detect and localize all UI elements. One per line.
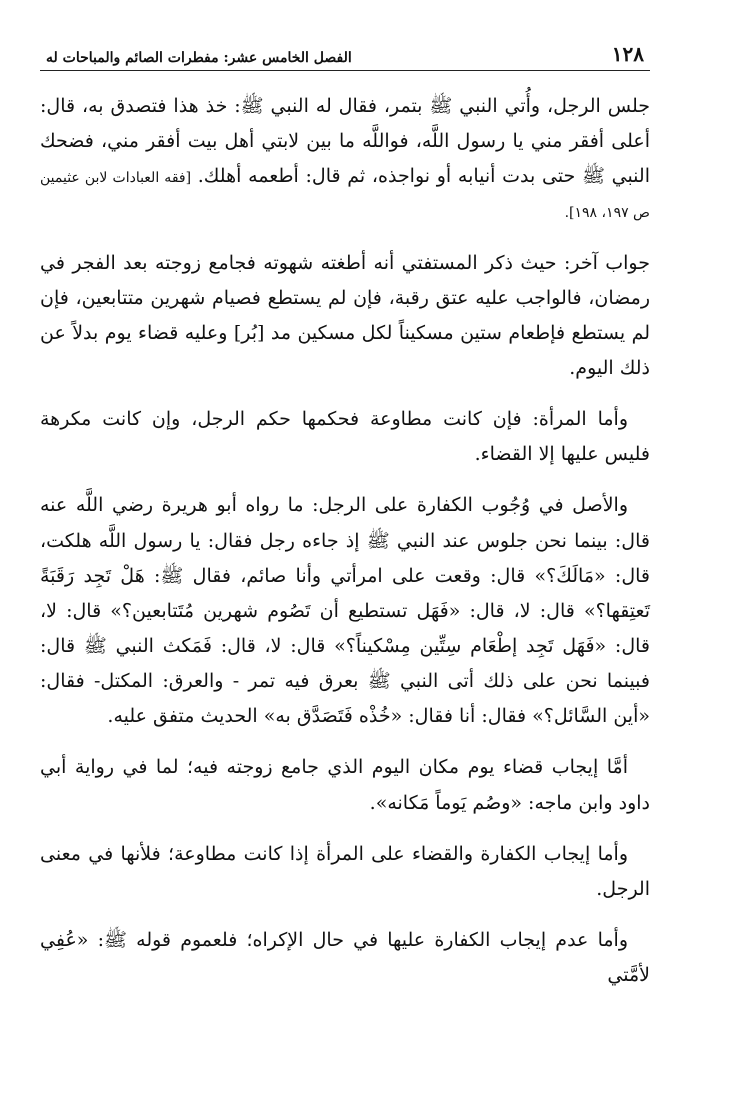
paragraph-1 [40,89,650,230]
page-body [40,89,650,993]
paragraph-text: أمَّا إيجاب قضاء يوم مكان اليوم الذي جامع زوجته فيه؛ لما في رواية أبي داود وابن ماجه: «وصُم يَوماً مَكانه». [40,756,650,814]
paragraph-3 [40,402,650,472]
paragraph-5 [40,750,650,820]
paragraph-4 [40,488,650,734]
document-page [40,36,650,1097]
running-title: الفصل الخامس عشر: مفطرات الصائم والمباحات له [46,50,352,66]
paragraph-text: وأما إيجاب الكفارة والقضاء على المرأة إذا كانت مطاوعة؛ فلأنها في معنى الرجل. [40,842,650,900]
paragraph-2 [40,246,650,387]
paragraph-text: وأما المرأة: فإن كانت مطاوعة فحكمها حكم الرجل، وإن كانت مكرهة فليس عليها إلا القضاء. [40,408,650,466]
page-number: ١٢٨ [611,42,644,66]
paragraph-text: والأصل في وُجُوب الكفارة على الرجل: ما رواه أبو هريرة رضي اللَّه عنه قال: بينما نحن جلوس عند النبي ﷺ إذ جاءه رجل فقال: يا رسول اللَّه هلكت، قال: «مَالَكَ؟» قال: وقعت على امرأتي وأنا صائم، فقال ﷺ: هَلْ تَجِد رَقَبَةً تَعتِقها؟» قال: لا، قال: «فَهَل تستطيع أن تَصُوم شهرين مُتَتابعين؟» قال: لا، قال: «فَهَل تَجِد إطْعَام سِتِّين مِسْكيناً؟» قال: لا، قال: فَمَكث النبي ﷺ قال: فبينما نحن على ذلك أتى النبي ﷺ بعرق فيه تمر - والعرق: المكتل- فقال: «أين السَّائل؟» فقال: أنا فقال: «خُذْه فَتَصَدَّق به» الحديث متفق عليه. [40,494,650,728]
paragraph-text: جواب آخر: حيث ذكر المستفتي أنه أطغته شهوته فجامع زوجته بعد الفجر في رمضان، فالواجب عليه عتق رقبة، فإن لم يستطع فصيام شهرين متتابعين، فإن لم يستطع فإطعام ستين مسكيناً لكل مسكين مد [بُر] وعليه قضاء يوم بدلاً عن ذلك اليوم. [40,251,650,379]
citation: [فقه العبادات لابن عثيمين ص ١٩٧، ١٩٨]. [40,170,650,222]
paragraph-text: وأما عدم إيجاب الكفارة عليها في حال الإكراه؛ فلعموم قوله ﷺ: «عُفِي لأمَّتي [40,928,650,987]
paragraph-6 [40,837,650,907]
page-header [40,36,650,71]
paragraph-7 [40,923,650,993]
paragraph-text: جلس الرجل، وأُتي النبي ﷺ بتمر، فقال له النبي ﷺ: خذ هذا فتصدق به، قال: أعلى أفقر مني يا رسول اللَّه، فواللَّه ما بين لابتي أهل بيت أفقر مني، فضحك النبي ﷺ حتى بدت أنيابه أو نواجذه، ثم قال: أطعمه أهلك. [40,95,650,188]
